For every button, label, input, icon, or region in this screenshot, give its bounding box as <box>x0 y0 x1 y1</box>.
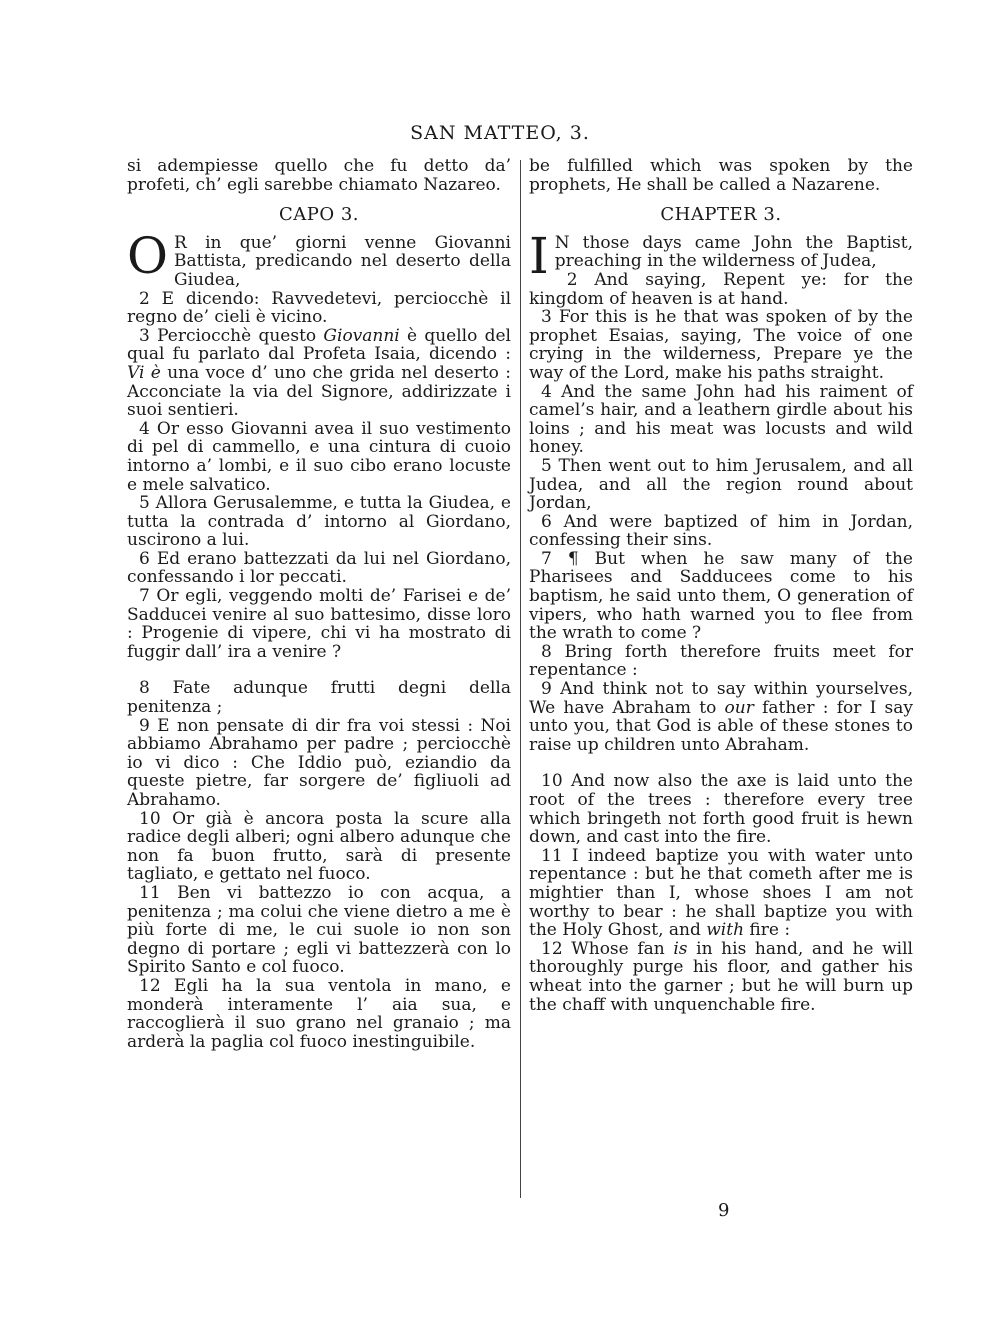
italian-verse-6: 6 Ed erano battezzati da lui nel Giordano, confessando i lor peccati. <box>127 548 511 588</box>
english-verse-11 <box>529 847 913 940</box>
english-verse-1 <box>529 226 913 285</box>
english-verse-10: 10 And now also the axe is laid unto the root of the trees : therefore every tree which bringeth not forth good fruit is hewn down, and cast into the fire. <box>529 771 913 848</box>
italian-verse-5: 5 Allora Gerusalemme, e tutta la Giudea, e tutta la contrada d’ intorno al Giordano, uscirono a lui. <box>127 493 511 551</box>
english-verse-6: 6 And were baptized of him in Jordan, confessing their sins. <box>529 511 913 551</box>
italian-verse-4: 4 Or esso Giovanni avea il suo vestimento di pel di cammello, e una cintura di cuoio intorno a’ lombi, e il suo cibo erano locuste e mele salvatico. <box>127 418 511 495</box>
english-verse-2: 2 And saying, Repent ye: for the kingdom of heaven is at hand. <box>529 269 913 309</box>
italian-verse-3-italic-a: Giovanni <box>323 325 400 346</box>
spacer <box>529 754 913 772</box>
english-verse-11-text-a: 11 I indeed baptize you with water unto repentance : but he that cometh after me is mightier than I, whose shoes I am not worthy to bear : he shall baptize you with the Holy Ghost, and <box>529 845 913 941</box>
italian-verse-2: 2 E dicendo: Ravvedetevi, perciocchè il regno de’ cieli è vicino. <box>127 288 511 328</box>
english-continuation: be fulfilled which was spoken by the prophets, He shall be called a Nazarene. <box>529 156 913 195</box>
italian-verse-7: 7 Or egli, veggendo molti de’ Farisei e de’ Sadducei venire al suo battesimo, disse loro : Progenie di vipere, chi vi ha mostrato di fuggir dall’ ira a venire ? <box>127 586 511 662</box>
italian-verse-11: 11 Ben vi battezzo io con acqua, a penitenza ; ma colui che viene dietro a me è più forte di me, le cui suole io non son degno di portare ; egli vi battezzerà con lo Spirito Santo e col fuoco. <box>127 882 511 978</box>
italian-chapter-heading: CAPO 3. <box>278 204 360 226</box>
english-verse-9-italic: our <box>724 697 754 718</box>
italian-verse-8: 8 Fate adunque frutti degni della penitenza ; <box>127 678 511 718</box>
italian-verse-3-text-c: una voce d’ uno che grida nel deserto : Acconciate la via del Signore, addirizzate i suoi sentieri. <box>127 362 512 421</box>
english-verse-9-text-a: 9 And think not to say within yourselves, We have Abraham to <box>529 679 913 718</box>
italian-verse-12: 12 Egli ha la sua ventola in mano, e monderà interamente l’ aia sua, e raccoglierà il suo grano nel granaio ; ma arderà la paglia col fuoco inestinguibile. <box>127 975 511 1052</box>
english-verse-9 <box>529 680 913 754</box>
english-verse-4: 4 And the same John had his raiment of camel’s hair, and a leathern girdle about his loins ; and his meat was locusts and wild honey. <box>529 381 913 458</box>
italian-verse-3-text-b: è quello del qual fu parlato dal Profeta Isaia, dicendo : <box>127 325 511 365</box>
italian-continuation: si adempiesse quello che fu detto da’ profeti, ch’ egli sarebbe chiamato Nazareo. <box>127 156 511 195</box>
english-verse-9-text-b: father : for I say unto you, that God is able of these stones to raise up children unto Abraham. <box>529 697 913 755</box>
english-verse-12-italic: is <box>673 938 688 959</box>
english-dropcap: I <box>529 226 549 285</box>
english-column <box>529 157 913 1014</box>
english-verse-11-text-b: fire : <box>744 920 791 941</box>
italian-verse-1-text: R in que’ giorni venne Giovanni Battista, predicando nel deserto della Giudea, <box>174 232 511 290</box>
english-chapter-heading: CHAPTER 3. <box>660 204 782 226</box>
italian-verse-3-italic-b: Vi è <box>127 362 161 383</box>
english-verse-5: 5 Then went out to him Jerusalem, and all Judea, and all the region round about Jordan, <box>529 455 913 514</box>
english-verse-11-italic: with <box>706 920 745 941</box>
english-verse-1-text: N those days came John the Baptist, preaching in the wilderness of Judea, <box>554 232 913 272</box>
english-verse-12-text-a: 12 Whose fan <box>541 938 674 959</box>
english-verse-12 <box>529 940 913 1014</box>
italian-dropcap: O <box>127 226 168 285</box>
english-verse-3: 3 For this is he that was spoken of by the prophet Esaias, saying, The voice of one crying in the wilderness, Prepare ye the way of the Lord, make his paths straight. <box>529 307 913 383</box>
column-divider <box>520 160 521 1198</box>
english-verse-12-text-b: in his hand, and he will thoroughly purge his floor, and gather his wheat into the garner ; but he will burn up the chaff with unquenchable fire. <box>529 938 913 1015</box>
italian-verse-10: 10 Or già è ancora posta la scure alla radice degli alberi; ogni albero adunque che non fa buon frutto, sarà di presente tagliato, e gettato nel fuoco. <box>127 808 511 885</box>
english-verse-8: 8 Bring forth therefore fruits meet for repentance : <box>529 641 913 681</box>
italian-verse-3 <box>127 327 511 420</box>
running-head: SAN MATTEO, 3. <box>410 122 590 144</box>
english-verse-7: 7 ¶ But when he saw many of the Pharisees and Sadducees come to his baptism, he said unto them, O generation of vipers, who hath warned you to flee from the wrath to come ? <box>529 548 913 644</box>
italian-verse-9: 9 E non pensate di dir fra voi stessi : Noi abbiamo Abrahamo per padre ; perciocchè io vi dico : Che Iddio può, eziandio da queste pietre, far sorgere de’ figliuoli ad Abrahamo. <box>127 715 511 810</box>
italian-column <box>127 157 511 1051</box>
italian-verse-3-text-a: 3 Perciocchè questo <box>139 325 324 346</box>
page-number: 9 <box>718 1200 730 1221</box>
italian-verse-1 <box>127 226 511 290</box>
spacer <box>127 661 511 679</box>
